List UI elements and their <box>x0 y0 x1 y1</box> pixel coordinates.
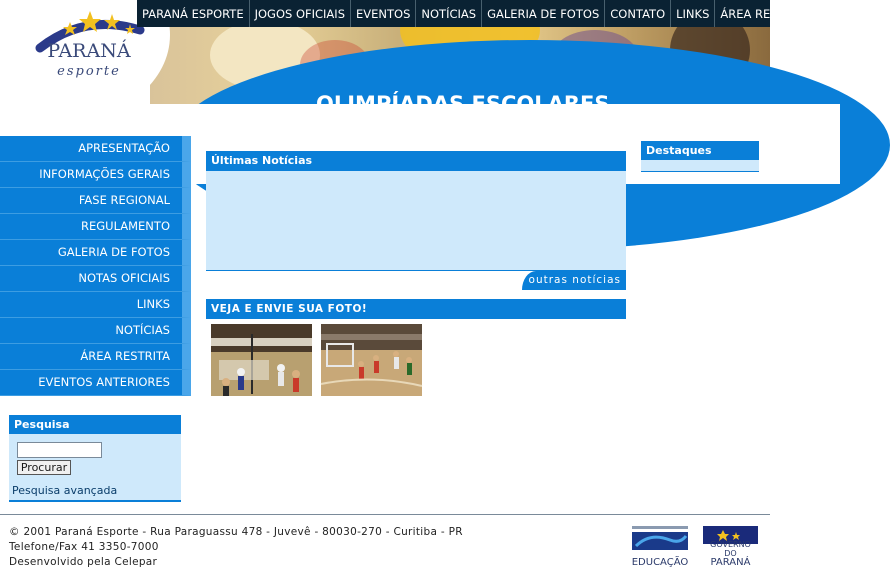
sidebar-item-informacoes-gerais[interactable]: INFORMAÇÕES GERAIS <box>0 162 191 188</box>
secretaria-educacao-logo[interactable] <box>630 526 690 568</box>
nav-jogos-oficiais[interactable]: JOGOS OFICIAIS <box>249 0 350 27</box>
footer-credits: Desenvolvido pela Celepar <box>9 556 158 568</box>
header <box>0 0 810 133</box>
latest-news-panel <box>206 151 626 290</box>
footer-text <box>9 525 463 570</box>
sidebar-item-regulamento[interactable]: REGULAMENTO <box>0 214 191 240</box>
logo-title: PARANÁ <box>47 40 131 62</box>
governo-parana-logo[interactable] <box>703 526 758 568</box>
sidebar-item-apresentacao[interactable]: APRESENTAÇÃO <box>0 136 191 162</box>
nav-links[interactable]: LINKS <box>670 0 714 27</box>
nav-area-restrita[interactable]: ÁREA RESTRITA <box>714 0 815 27</box>
sidebar-item-eventos-anteriores[interactable]: EVENTOS ANTERIORES <box>0 370 191 396</box>
advanced-search-link[interactable]: Pesquisa avançada <box>12 484 118 497</box>
sidebar-item-galeria-de-fotos[interactable]: GALERIA DE FOTOS <box>0 240 191 266</box>
search-button[interactable]: Procurar <box>17 460 71 475</box>
footer-copyright: © 2001 Paraná Esporte - Rua Paraguassu 478 - Juvevê - 80030-270 - Curitiba - PR <box>9 526 463 538</box>
latest-news-body <box>206 171 626 271</box>
gov-logo-caption-top: GOVERNO DO <box>710 540 751 558</box>
logo-subtitle: esporte <box>57 64 121 79</box>
photo-thumbnail[interactable] <box>211 324 312 396</box>
page-title: OLIMPÍADAS ESCOLARES <box>316 92 610 116</box>
gov-logo-caption-bottom: PARANÁ <box>710 557 751 568</box>
latest-news-title: Últimas Notícias <box>206 151 626 171</box>
footer-divider <box>0 514 770 515</box>
search-box <box>9 415 181 502</box>
photo-thumbnail[interactable] <box>321 324 422 396</box>
nav-contato[interactable]: CONTATO <box>604 0 670 27</box>
sidebar-item-noticias[interactable]: NOTÍCIAS <box>0 318 191 344</box>
nav-eventos[interactable]: EVENTOS <box>350 0 415 27</box>
top-navigation <box>137 0 810 27</box>
sidebar-item-fase-regional[interactable]: FASE REGIONAL <box>0 188 191 214</box>
highlights-body <box>641 160 759 172</box>
search-input[interactable] <box>17 442 102 458</box>
edu-logo-caption: EDUCAÇÃO <box>631 557 689 568</box>
sidebar-item-links[interactable]: LINKS <box>0 292 191 318</box>
footer-phone: Telefone/Fax 41 3350-7000 <box>9 541 159 553</box>
photos-panel <box>206 299 626 319</box>
highlights-panel <box>641 141 759 173</box>
photos-title: VEJA E ENVIE SUA FOTO! <box>206 299 626 319</box>
nav-parana-esporte[interactable]: PARANÁ ESPORTE <box>142 6 244 21</box>
sidebar-item-notas-oficiais[interactable]: NOTAS OFICIAIS <box>0 266 191 292</box>
nav-galeria-de-fotos[interactable]: GALERIA DE FOTOS <box>481 0 604 27</box>
nav-noticias[interactable]: NOTÍCIAS <box>415 0 481 27</box>
more-news-link[interactable]: outras notícias <box>522 271 626 290</box>
search-title: Pesquisa <box>9 415 181 434</box>
sidebar-menu <box>0 136 191 396</box>
sidebar-item-area-restrita[interactable]: ÁREA RESTRITA <box>0 344 191 370</box>
highlights-title: Destaques <box>641 141 759 160</box>
